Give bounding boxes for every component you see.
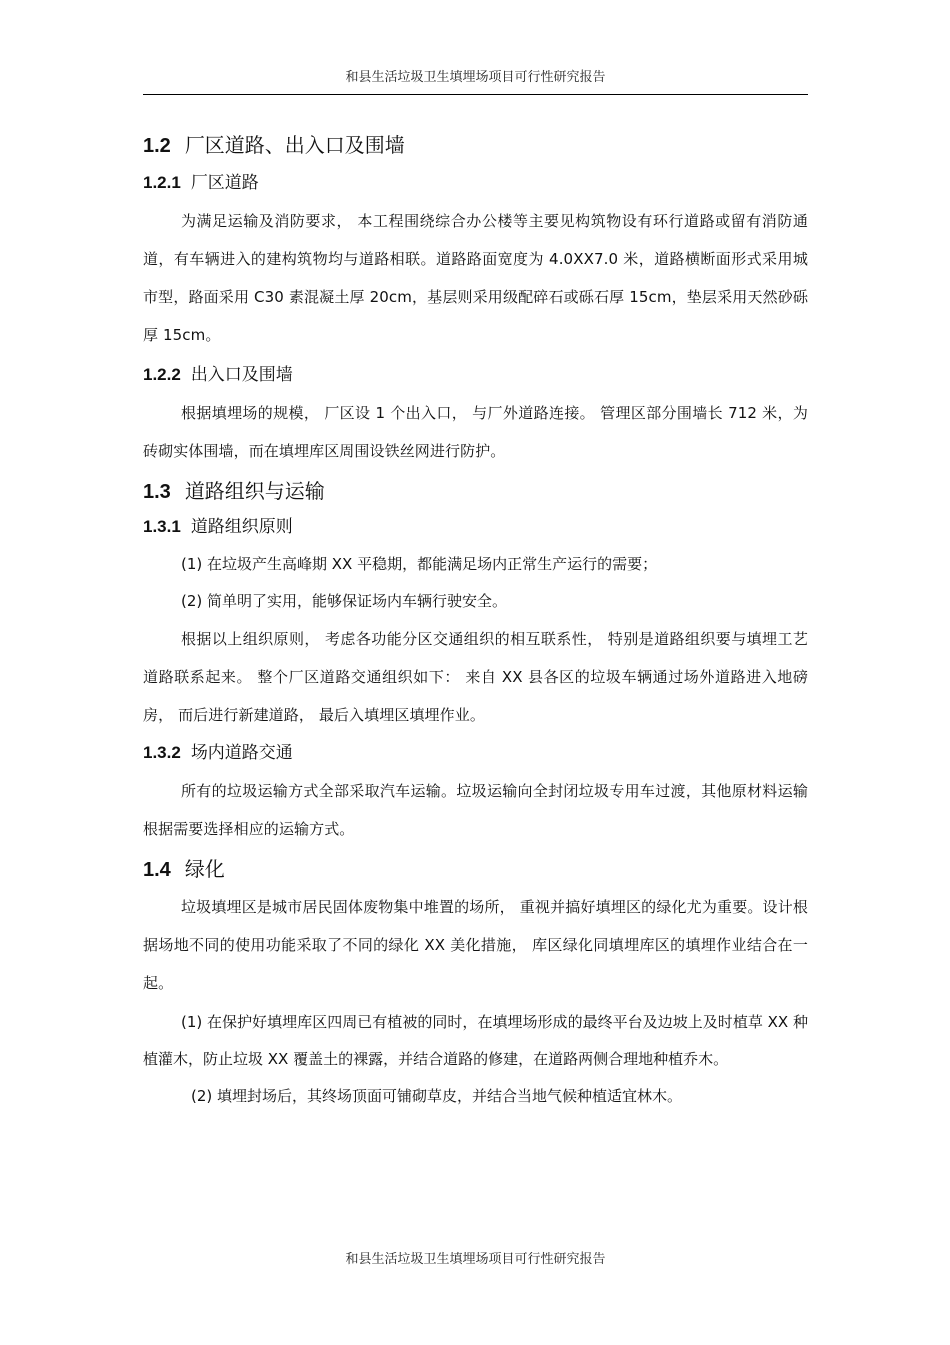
heading-text: 道路组织原则: [190, 517, 293, 537]
heading-1-2-2: [143, 360, 808, 390]
heading-text: 出入口及围墙: [190, 365, 293, 385]
heading-1-3-2: [143, 738, 808, 768]
heading-number: 1.3.2: [143, 743, 181, 762]
list-item: (2) 填埋封场后，其终场顶面可铺砌草皮，并结合当地气候种植适宜林木。: [191, 1087, 683, 1105]
heading-text: 道路组织与运输: [184, 479, 325, 503]
heading-number: 1.2.2: [143, 365, 181, 384]
paragraph-entrance-wall: 根据填埋场的规模， 厂区设 1 个出入口， 与厂外道路连接。 管理区部分围墙长 712 米，为砖砌实体围墙，而在填埋库区周围设铁丝网进行防护。: [143, 404, 808, 460]
paragraph-greening: 垃圾填埋区是城市居民固体废物集中堆置的场所， 重视并搞好填埋区的绿化尤为重要。设计根据场地不同的使用功能采取了不同的绿化 XX 美化措施， 库区绿化同填埋库区的填埋作业结合在一起。: [143, 898, 808, 992]
document-body: [143, 130, 808, 1115]
paragraph-traffic-organization: 根据以上组织原则， 考虑各功能分区交通组织的相互联系性， 特别是道路组织要与填埋工艺道路联系起来。 整个厂区道路交通组织如下： 来自 XX 县各区的垃圾车辆通过场外道路进入地磅房， 而后进行新建道路， 最后入填埋区填埋作业。: [143, 630, 808, 724]
list-item: (1) 在垃圾产生高峰期 XX 平稳期，都能满足场内正常生产运行的需要；: [181, 555, 658, 573]
heading-text: 厂区道路: [190, 173, 259, 193]
heading-number: 1.2: [143, 135, 171, 157]
paragraph-internal-traffic: 所有的垃圾运输方式全部采取汽车运输。垃圾运输向全封闭垃圾专用车过渡，其他原材料运输根据需要选择相应的运输方式。: [143, 782, 808, 838]
heading-1-3-1: [143, 512, 808, 542]
heading-text: 厂区道路、出入口及围墙: [184, 133, 405, 157]
paragraph-roads: 为满足运输及消防要求， 本工程围绕综合办公楼等主要见构筑物设有环行道路或留有消防通道，有车辆进入的建构筑物均与道路相联。道路路面宽度为 4.0XX7.0 米，道路横断面形式采用城市型，路面采用 C30 素混凝土厚 20cm，基层则采用级配碎石或砾石厚 15cm，垫层采用天然砂砾厚 15cm。: [143, 212, 808, 344]
heading-text: 场内道路交通: [190, 743, 293, 763]
heading-text: 绿化: [184, 857, 225, 881]
heading-number: 1.3.1: [143, 517, 181, 536]
heading-number: 1.3: [143, 481, 171, 503]
heading-number: 1.2.1: [143, 173, 181, 192]
heading-1-2: [143, 130, 808, 160]
list-item: (2) 简单明了实用，能够保证场内车辆行驶安全。: [181, 592, 508, 610]
heading-1-4: [143, 854, 808, 884]
header-rule: [143, 94, 808, 95]
heading-1-2-1: [143, 168, 808, 198]
heading-1-3: [143, 476, 808, 506]
page-footer: 和县生活垃圾卫生填埋场项目可行性研究报告: [345, 1252, 606, 1267]
list-item: (1) 在保护好填埋库区四周已有植被的同时，在填埋场形成的最终平台及边坡上及时植草 XX 种植灌木，防止垃圾 XX 覆盖土的裸露，并结合道路的修建，在道路两侧合理地种植乔木。: [143, 1013, 808, 1068]
heading-number: 1.4: [143, 859, 171, 881]
page-header: 和县生活垃圾卫生填埋场项目可行性研究报告: [345, 70, 606, 85]
